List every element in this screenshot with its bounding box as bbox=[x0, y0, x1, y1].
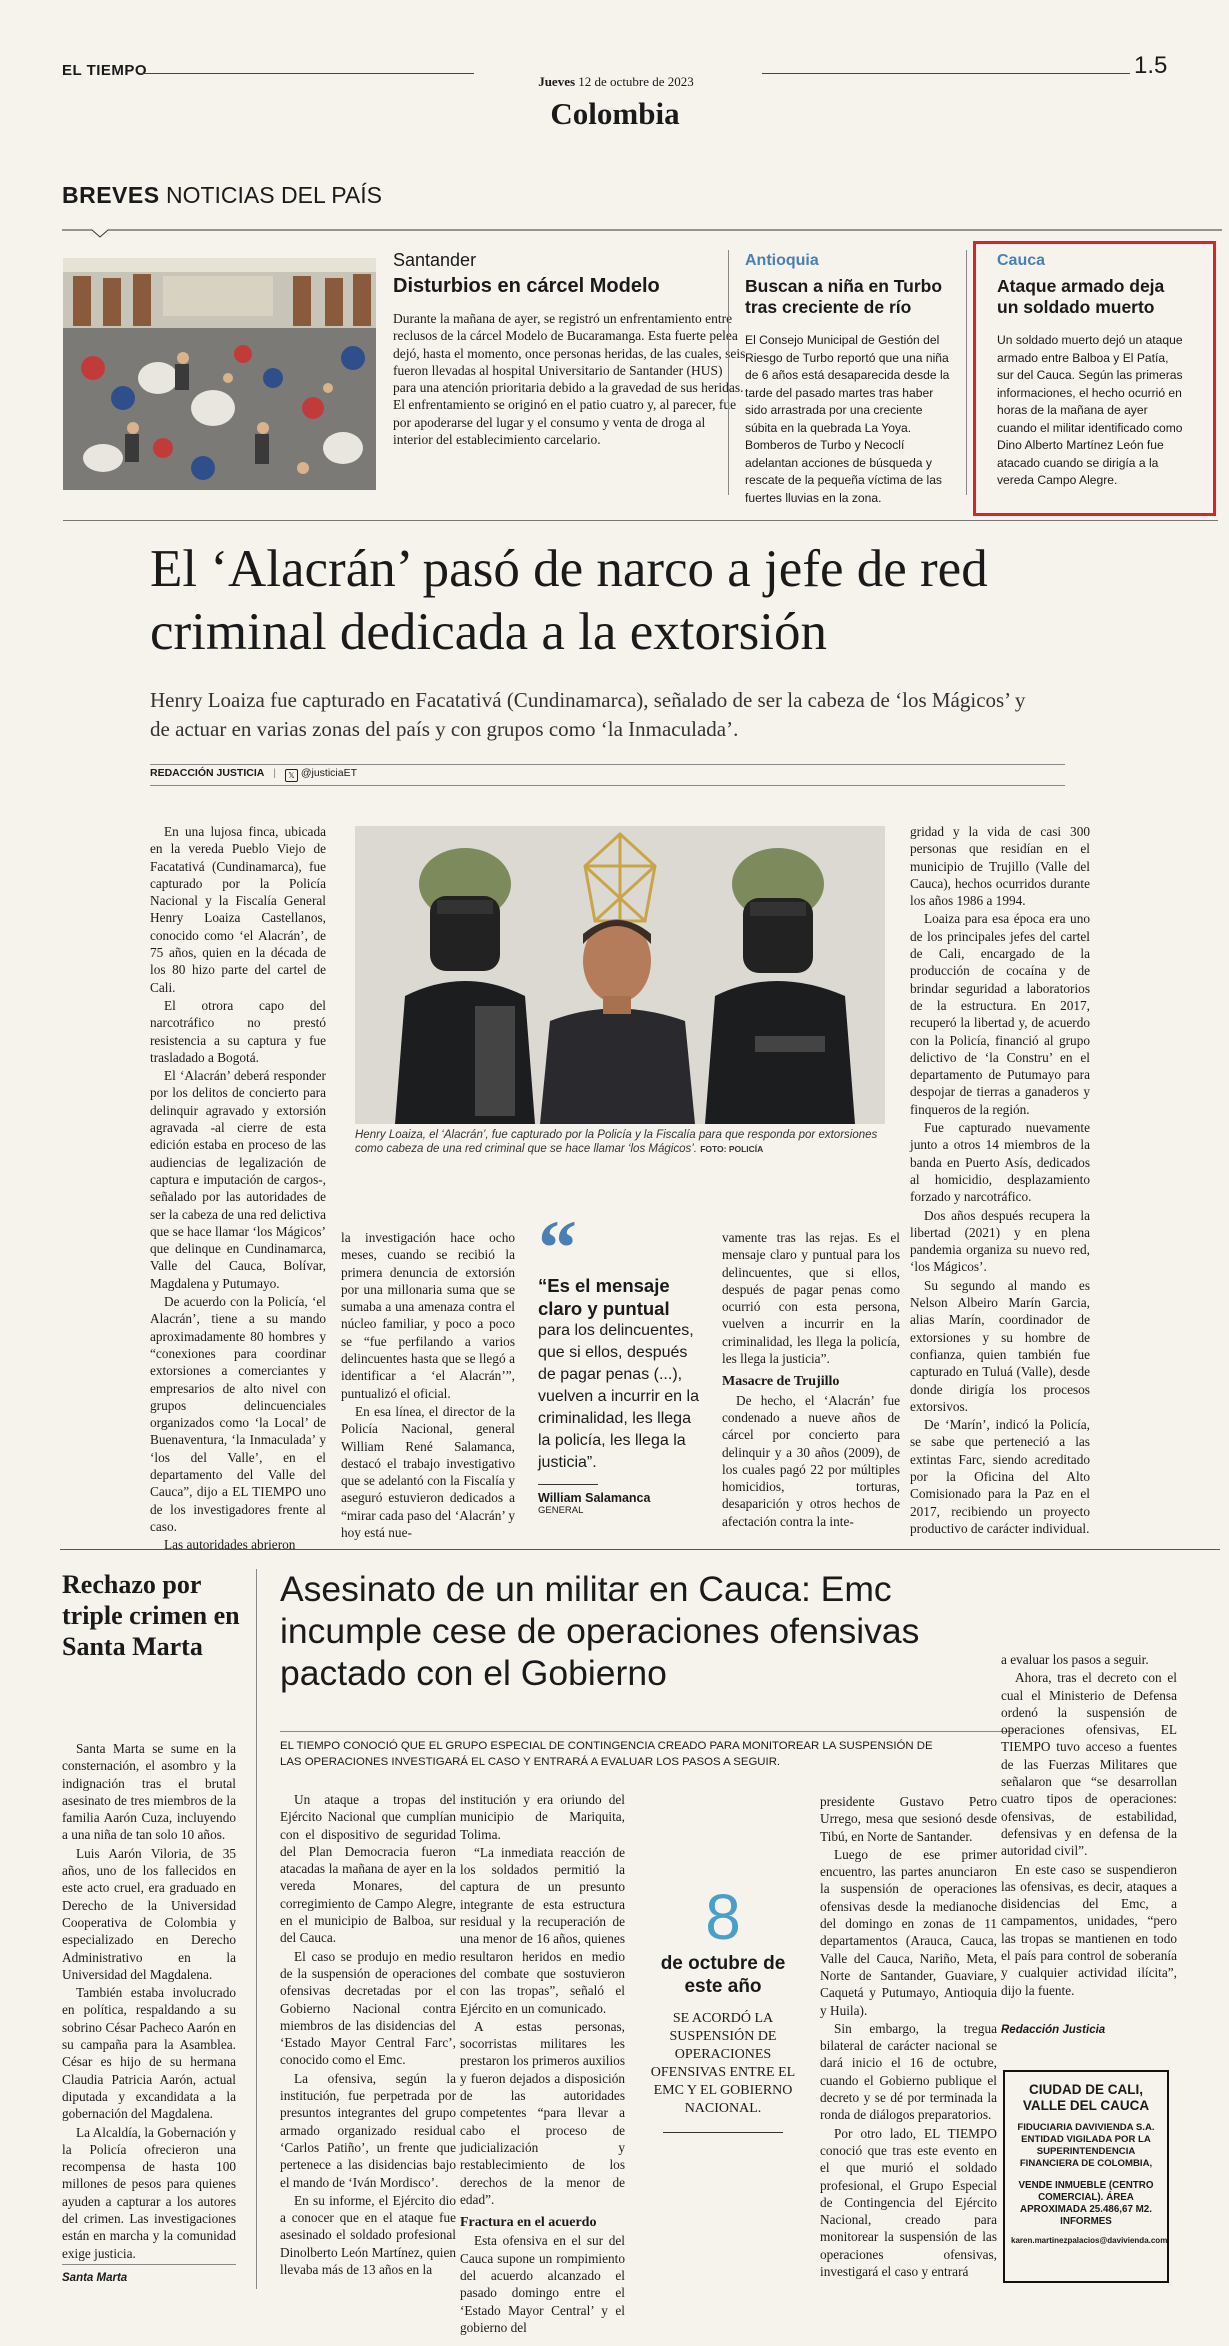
second-col-2 bbox=[460, 1791, 625, 2337]
paragraph: Fue capturado nuevamente junto a otros 14 miembros de la banda en Puerto Asís, dedicados al homicidio, desplazamiento forzado y narcotráfico. bbox=[910, 1120, 1090, 1205]
paragraph: El caso se produjo en medio de la suspensión de operaciones ofensivas decretadas por el Gobierno Nacional contra miembros de las disidencias del ‘Estado Mayor Central Farc’, conocido como el Emc. bbox=[280, 1948, 456, 2068]
brief-title: Disturbios en cárcel Modelo bbox=[393, 275, 660, 297]
brief-region: Santander bbox=[393, 250, 477, 270]
brief-region: Cauca bbox=[997, 252, 1046, 269]
second-headline: Asesinato de un militar en Cauca: Emc incumple cese de operaciones ofensivas pactado con el Gobierno bbox=[280, 1569, 920, 1693]
breves-label-bold: BREVES bbox=[62, 182, 160, 208]
pull-quote bbox=[538, 1204, 706, 1516]
paragraph: Un ataque a tropas del Ejército Nacional que cumplían con el dispositivo de seguridad del Plan Democracia fueron atacadas la mañana de ayer en la vereda Monares, del corregimiento de Campo Alegre, en el municipio de Balboa, sur del Cauca. bbox=[280, 1792, 456, 1946]
caption-text: Henry Loaiza, el ‘Alacrán’, fue capturado por la Policía y la Fiscalía para que responda por extorsiones como cabeza de una red criminal que se hace llamar ‘los Mágicos’. bbox=[355, 1129, 878, 1155]
paragraph: De hecho, el ‘Alacrán’ fue condenado a nueve años de cárcel por concierto para delinquir y a 30 años (2009), de los cuales pagó 22 por múltiples homicidios, torturas, desaparición y otros hechos de afectación contra la inte- bbox=[722, 1392, 900, 1529]
photo-credit: FOTO: POLICÍA bbox=[700, 1144, 764, 1154]
paragraph: Dos años después recupera la libertad (2021) y en plena pandemia organiza su nuevo red, ‘los Mágicos’. bbox=[910, 1207, 1090, 1275]
date-rest: 12 de octubre de 2023 bbox=[578, 74, 694, 89]
brief-cauca bbox=[997, 252, 1183, 490]
second-col-4 bbox=[1001, 1651, 1177, 2000]
ad-org: FIDUCIARIA DAVIVIENDA S.A. ENTIDAD VIGILADA POR LA SUPERINTENDENCIA FINANCIERA DE COLOMBIA, bbox=[1017, 2122, 1155, 2169]
main-headline: El ‘Alacrán’ pasó de narco a jefe de red criminal dedicada a la extorsión bbox=[150, 540, 988, 661]
paragraph: Luis Aarón Viloria, de 35 años, uno de los fallecidos en este acto cruel, era graduado en Derecho de la Universidad Cooperativa de Colombia y especializado en Derecho Administrativo en la Universidad del Magdalena. bbox=[62, 1845, 236, 1982]
main-byline: REDACCIÓN JUSTICIA | 𝕏 @justiciaET bbox=[150, 767, 358, 780]
arrest-photo bbox=[355, 826, 885, 1124]
main-col-3 bbox=[722, 1229, 900, 1531]
second-col-3 bbox=[820, 1793, 997, 2281]
paragraph: En esa línea, el director de la Policía Nacional, general William René Salamanca, destacó el trabajo investigativo que se adelantó con la Fiscalía y aseguró estuvieron dedicados a “mirar cada paso del ‘Alacrán’ y hoy está nue- bbox=[341, 1403, 515, 1541]
quote-role: GENERAL bbox=[538, 1505, 584, 1516]
paragraph: gridad y la vida de casi 300 personas que residían en el municipio de Trujillo (Valle del Cauca), hechos ocurridos durante los años 1986 a 1994. bbox=[910, 824, 1090, 909]
paragraph: “La inmediata reacción de los soldados permitió la captura de un presunto integrante de esta estructura residual y la recuperación de una menor de 16 años, quienes resultaron heridos en medio del combate que sostuvieron con las tropas”, señaló el Ejército en un comunicado. bbox=[460, 1844, 625, 2016]
paragraph: De ‘Marín’, indicó la Policía, se sabe que perteneció a las extintas Farc, siendo acreditado por la Oficina del Alto Comisionado para la Paz en el 2017, recibiendo un proyecto productivo de carácter individual. bbox=[910, 1417, 1090, 1536]
paragraph: La Alcaldía, la Gobernación y la Policía ofrecieron una recompensa de hasta 100 millones de pesos para quienes ayuden a capturar a los autores del crimen. Las investigaciones están en marcha y la comunidad exige justicia. bbox=[62, 2124, 236, 2261]
brief-title: Buscan a niña en Turbo tras creciente de río bbox=[745, 276, 943, 317]
paragraph: Las autoridades abrieron bbox=[164, 1537, 296, 1553]
brief-region: Antioquia bbox=[745, 252, 819, 269]
main-col-4 bbox=[910, 823, 1090, 1538]
paragraph: El ‘Alacrán’ deberá responder por los delitos de concierto para delinquir agravado y extorsión agravada -al cierre de esta edición estaba en proceso de las audiencias de legalización de captura e imputación de cargos-, señalado por las autoridades de ser la cabeza de una red delictiva que se hace llamar ‘los Mágicos’ que delinque en Cundinamarca, Valle del Cauca, Bolívar, Magdalena y Putumayo. bbox=[150, 1068, 326, 1291]
paragraph: presidente Gustavo Petro Urrego, mesa que sesionó desde Tibú, en Norte de Santander. bbox=[820, 1794, 997, 1844]
brief-title: Ataque armado deja un soldado muerto bbox=[997, 276, 1165, 317]
paragraph: También estaba involucrado en política, respaldando a su sobrino César Pacheco Aarón en su campaña para la Asamblea. César es hijo de su hermana Claudia Patricia Aarón, actual diputada y excandidata a la gobernación del Magdalena. bbox=[62, 1985, 236, 2122]
paragraph: Su segundo al mando es Nelson Albeiro Marín Garcia, alias Marín, coordinador de extorsiones y su hombre de confianza, quien también fue capturado en Tuluá (Valle), desde donde dirigía los procesos extorsivos. bbox=[910, 1277, 1090, 1414]
paper-name: EL TIEMPO bbox=[62, 62, 148, 79]
paragraph: la investigación hace ocho meses, cuando se recibió la primera denuncia de extorsión por una millonaria suma que se sumaba a una amenaza contra el núcleo familiar, y poco a poco se “fue perfilando a varios delincuentes hasta que se llegó a identificar a ‘el Alacrán’”, puntualizó el oficial. bbox=[341, 1230, 515, 1401]
paragraph: vamente tras las rejas. Es el mensaje claro y puntual para los delincuentes, que si ellos, después de pagar penas como ocurrió con esta persona, vuelven a incurrir en la criminalidad, les llega la policía, les llega la justicia”. bbox=[722, 1230, 900, 1367]
paragraph: Sin embargo, la tregua bilateral de carácter nacional se dará inicio el 16 de octubre, cuando el Gobierno publique el decreto y se dé por terminada la ronda de diálogos preparatorios. bbox=[820, 2020, 997, 2123]
breves-label bbox=[62, 182, 382, 209]
second-col-1 bbox=[280, 1791, 456, 2279]
prison-riot-photo bbox=[63, 258, 376, 490]
paragraph: Luego de ese primer encuentro, las partes anunciaron la suspensión de operaciones ofensivas desde la medianoche del domingo en zonas de 11 departamentos (Arauca, Cauca, Valle del Cauca, Nariño, Meta, Norte de Santander, Guaviare, Caquetá y Putumayo, Antioquia y Huila). bbox=[820, 1846, 997, 2018]
side-signoff: Santa Marta bbox=[62, 2272, 128, 2284]
paragraph: De acuerdo con la Policía, ‘el Alacrán’, tiene a su mando aproximadamente 80 hombres y “conexiones para coordinar extorsiones a comerciantes y empresarios de alto nivel con grupos delincuenciales organizados como ‘la Local’ de Buenaventura, ‘la Inmaculada’ y ‘los del Valle’, en el departamento del Valle del Cauca”, dijo a EL TIEMPO uno de los investigadores frente al caso. bbox=[150, 1294, 326, 1534]
paragraph: Ahora, tras el decreto con el cual el Ministerio de Defensa ordenó la suspensión de operaciones ofensivas, EL TIEMPO tuvo acceso a fuentes de las Fuerzas Militares que señalaron que “se desarrollan cuatro tipos de operaciones: ofensivas, de estabilidad, defensivas y en defensa de la autoridad civil”. bbox=[1001, 1670, 1177, 1859]
page-number: 1.5 bbox=[1134, 52, 1168, 79]
ad-offer: VENDE INMUEBLE (CENTRO COMERCIAL). ÁREA APROXIMADA 25.486,67 M2. INFORMES bbox=[1018, 2180, 1154, 2227]
brief-body: Durante la mañana de ayer, se registró un enfrentamiento entre reclusos de la cárcel Modelo de Bucaramanga. Esta fuerte pelea dejó, hasta el momento, once personas heridas, de las cuales, seis fueron llevadas al hospital Universitario de Santander (HUS) para una atención prioritaria debido a la gravedad de sus heridas. El enfrentamiento se originó en el patio cuatro y, al parecer, fue por apoderarse del lugar y el consumo y venta de droga al interior del establecimiento carcelario. bbox=[393, 311, 746, 448]
date-callout bbox=[643, 1881, 803, 2133]
date-day: Jueves bbox=[538, 74, 576, 89]
x-icon: 𝕏 bbox=[285, 769, 298, 782]
main-dek: Henry Loaiza fue capturado en Facatativá (Cundinamarca), señalado de ser la cabeza de ‘los Mágicos’ y de actuar en varias zonas del país y con grupos como ‘la Inmaculada’. bbox=[150, 688, 1026, 741]
paragraph: En una lujosa finca, ubicada en la vereda Pueblo Viejo de Facatativá (Cundinamarca), fue capturado por la Policía Nacional y la Fiscalía General Henry Loaiza Castellanos, conocido como ‘el Alacrán’, de 75 años, quien en la década de los 80 hizo parte del cartel de Cali. bbox=[150, 824, 326, 995]
paragraph: A estas personas, socorristas militares les prestaron los primeros auxilios y fueron dejados a disposición de las autoridades competentes “para llevar a cabo el proceso de judicialización y restablecimiento de los derechos de la menor de edad”. bbox=[460, 2018, 625, 2207]
paragraph: El otrora capo del narcotráfico no prestó resistencia a su captura y fue trasladado a Bogotá. bbox=[150, 997, 326, 1065]
brief-body: El Consejo Municipal de Gestión del Riesgo de Turbo reportó que una niña de 6 años está desaparecida desde la tarde del pasado martes tras haber sido arrastrada por una creciente súbita en la quebrada La Yoya. Bomberos de Turbo y Necoclí adelantan acciones de búsqueda y rescate de la pequeña víctima de las fuertes lluvias en la zona. bbox=[745, 333, 950, 505]
photo-caption bbox=[355, 1128, 885, 1156]
brief-santander bbox=[393, 250, 748, 448]
side-headline: Rechazo por triple crimen en Santa Marta bbox=[62, 1570, 240, 1661]
section-title: Colombia bbox=[550, 96, 680, 131]
breves-rule bbox=[62, 224, 1222, 238]
quote-rest: para los delincuentes, que si ellos, después de pagar penas (...), vuelven a incurrir en la criminalidad, les llega la policía, les llega la justicia”. bbox=[538, 1322, 699, 1471]
quote-lead: “Es el mensaje claro y puntual bbox=[538, 1275, 670, 1319]
brief-body: Un soldado muerto dejó un ataque armado entre Balboa y El Patía, sur del Cauca. Según las primeras informaciones, el hecho ocurrió en horas de la mañana de ayer cuando el militar identificado como Dino Alberto Martínez León fue atacado cuando se dirigía a la vereda Campo Alegre. bbox=[997, 333, 1183, 487]
paragraph: Por otro lado, EL TIEMPO conoció que tras este evento en el que murió el soldado profesional, el Grupo Especial de Contingencia del Ejército Nacional, creado para monitorear la suspensión de las operaciones ofensivas, investigará el caso y entrará bbox=[820, 2125, 997, 2280]
paragraph: Esta ofensiva en el sur del Cauca supone un rompimiento del acuerdo alcanzado el pasado domingo entre el ‘Estado Mayor Central’ y el gobierno del bbox=[460, 2233, 625, 2335]
callout-number: 8 bbox=[705, 1881, 741, 1953]
paragraph: La ofensiva, según la institución, fue perpetrada por presuntos integrantes del grupo armado organizado residual ‘Carlos Patiño’, un frente que pertenece a las disidencias bajo el mando de ‘Iván Mordisco’. bbox=[280, 2070, 456, 2190]
ad-email[interactable]: karen.martinezpalacios@davivienda.com bbox=[1011, 2236, 1168, 2245]
paragraph: En este caso se suspendieron las ofensivas, es decir, ataques a disidencias del Emc, a campamentos, unidades, “pero las tropas se mantienen en todo el país para control de soberanía y cualquier actividad ilícita”, dijo la fuente. bbox=[1001, 1861, 1177, 1998]
main-col-1 bbox=[150, 823, 326, 1554]
classified-ad bbox=[1003, 2070, 1169, 2283]
paragraph: a evaluar los pasos a seguir. bbox=[1001, 1652, 1149, 1667]
byline-handle[interactable]: @justiciaET bbox=[300, 767, 358, 779]
brief-antioquia bbox=[745, 252, 957, 507]
paragraph: Loaiza para esa época era uno de los principales jefes del cartel de Cali, encargado de la producción de cocaína y de brindar seguridad a laboratorios de la estructura. En 2017, recuperó la libertad y, de acuerdo con la Policía, financió al grupo delictivo de ‘la Constru’ en el departamento de Putumayo para despojar de tierras a ganaderos y finqueros de la región. bbox=[910, 911, 1090, 1117]
main-col-2 bbox=[341, 1229, 515, 1542]
quote-mark-icon: “ bbox=[538, 1204, 577, 1291]
paragraph: institución y era oriundo del municipio de Mariquita, Tolima. bbox=[460, 1792, 625, 1842]
second-dek: EL TIEMPO CONOCIÓ QUE EL GRUPO ESPECIAL DE CONTINGENCIA CREADO PARA MONITOREAR LA SUSPENSIÓN DE LAS OPERACIONES INVESTIGARÁ EL CASO Y ENTRARÁ A EVALUAR LOS PASOS A SEGUIR. bbox=[280, 1740, 933, 1768]
ad-title: CIUDAD DE CALI, VALLE DEL CAUCA bbox=[1022, 2082, 1150, 2113]
subhead-masacre: Masacre de Trujillo bbox=[722, 1374, 840, 1390]
paragraph: En su informe, el Ejército dio a conocer que en el ataque fue asesinado el soldado profesional Dinolberto León Martínez, quien llevaba más de 13 años en la bbox=[280, 2192, 456, 2278]
callout-text: SE ACORDÓ LA SUSPENSIÓN DE OPERACIONES OFENSIVAS ENTRE EL EMC Y EL GOBIERNO NACIONAL. bbox=[650, 2011, 796, 2116]
breves-label-light: NOTICIAS DEL PAÍS bbox=[165, 182, 382, 208]
byline-name: REDACCIÓN JUSTICIA bbox=[150, 767, 265, 779]
quote-name: William Salamanca bbox=[538, 1491, 651, 1505]
second-signoff: Redacción Justicia bbox=[1001, 2024, 1106, 2036]
callout-label: de octubre de este año bbox=[660, 1953, 786, 1997]
subhead-fractura: Fractura en el acuerdo bbox=[460, 2215, 597, 2231]
side-body bbox=[62, 1740, 236, 2263]
paragraph: Santa Marta se sume en la consternación, el asombro y la indignación tras el brutal asesinato de tres miembros de la familia Aarón Cuza, incluyendo a una niña de tan solo 10 años. bbox=[62, 1741, 236, 1843]
issue-date bbox=[496, 74, 736, 90]
